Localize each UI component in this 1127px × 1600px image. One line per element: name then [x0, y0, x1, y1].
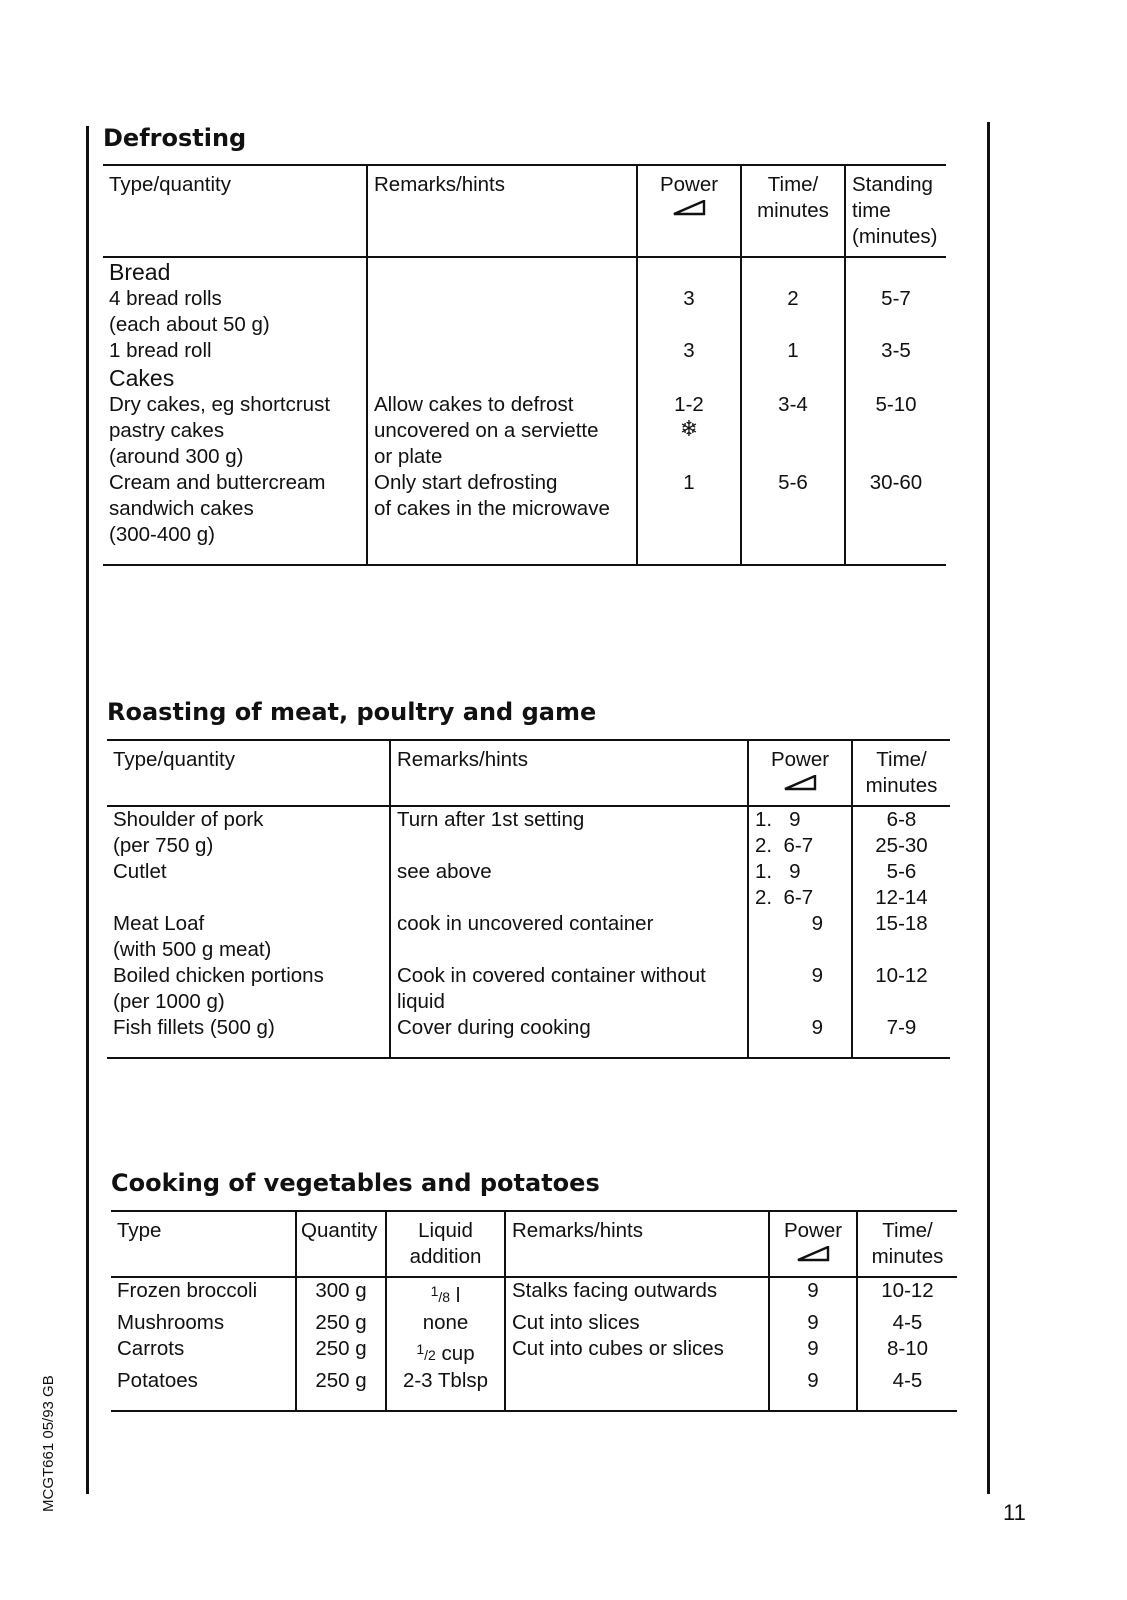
defrosting-title: Defrosting: [103, 124, 247, 152]
defrosting-table: [103, 164, 946, 566]
left-margin-rule: [86, 126, 89, 1494]
group-row-cakes: [103, 364, 946, 392]
cell-type: 4 bread rolls (each about 50 g): [109, 287, 270, 336]
cell-time: 5-6: [741, 470, 845, 565]
cell-remarks: Only start defrosting of cakes in the microwave: [367, 470, 637, 565]
cell-quantity: 300 g: [296, 1277, 386, 1310]
cell-type: Boiled chicken portions (per 1000 g): [113, 964, 324, 1013]
cell-type: Dry cakes, eg shortcrust pastry cakes (around 300 g): [109, 393, 331, 468]
cell-time: 10-12: [857, 1277, 957, 1310]
header-power: Power: [748, 740, 852, 806]
cell-power: 9: [769, 1368, 857, 1411]
header-remarks: Remarks/hints: [505, 1211, 769, 1277]
cell-power: 1. 9 2. 6-7: [748, 806, 852, 859]
document-code: MCGT661 05/93 GB: [40, 1375, 57, 1512]
cell-power: 1-2 ❄: [637, 392, 741, 470]
cell-power: 1. 9 2. 6-7: [748, 859, 852, 911]
cell-type: Frozen broccoli: [117, 1279, 258, 1302]
cell-remarks: Allow cakes to defrost uncovered on a serviette or plate: [367, 392, 637, 470]
vegetables-table: [111, 1210, 957, 1412]
header-type: Type/quantity: [107, 740, 390, 806]
cell-liquid: none: [386, 1310, 505, 1336]
header-time: Time/ minutes: [852, 740, 950, 806]
cell-type: Cream and buttercream sandwich cakes (300-400 g): [103, 470, 367, 565]
group-row-bread: [103, 257, 946, 286]
table-row: [107, 806, 950, 859]
cell-quantity: 250 g: [296, 1368, 386, 1411]
cell-time: 6-8 25-30: [852, 806, 950, 859]
cell-quantity: 250 g: [296, 1310, 386, 1336]
vegetables-title: Cooking of vegetables and potatoes: [111, 1169, 600, 1197]
cell-remarks: Cover during cooking: [390, 1015, 748, 1058]
table-header-row: [107, 740, 950, 806]
table-row: [103, 338, 946, 364]
header-liquid: Liquid addition: [386, 1211, 505, 1277]
cell-remarks: Cut into cubes or slices: [505, 1336, 769, 1368]
cell-time: 4-5: [857, 1310, 957, 1336]
cell-type: Potatoes: [111, 1368, 296, 1411]
cell-power: 3: [637, 338, 741, 364]
cell-time: 10-12: [852, 963, 950, 1015]
group-label: Cakes: [109, 365, 175, 391]
power-wedge-icon: [783, 775, 817, 791]
cell-liquid: $^1$/2 cup: [386, 1336, 505, 1368]
table-row: [107, 859, 950, 911]
cell-type: Cutlet: [113, 860, 167, 883]
cell-type: 1 bread roll: [109, 339, 212, 362]
cell-power: 9: [748, 963, 852, 1015]
roasting-title: Roasting of meat, poultry and game: [107, 698, 597, 726]
cell-time: 5-6 12-14: [852, 859, 950, 911]
table-header-row: [103, 165, 946, 257]
roasting-table: [107, 739, 950, 1059]
cell-power: 9: [769, 1277, 857, 1310]
table-row: [107, 911, 950, 963]
cell-type: Fish fillets (500 g): [107, 1015, 390, 1058]
cell-remarks: Cook in covered container without liquid: [390, 963, 748, 1015]
cell-type: Shoulder of pork (per 750 g): [113, 808, 264, 857]
header-type: Type/quantity: [103, 165, 367, 257]
cell-quantity: 250 g: [296, 1336, 386, 1368]
table-row: [111, 1368, 957, 1411]
table-row: [111, 1310, 957, 1336]
cell-standing: 5-7: [845, 286, 946, 338]
cell-time: 15-18: [852, 911, 950, 963]
cell-power: 1: [637, 470, 741, 565]
cell-time: 8-10: [857, 1336, 957, 1368]
cell-time: 1: [741, 338, 845, 364]
header-standing: Standing time (minutes): [845, 165, 946, 257]
cell-power: 9: [769, 1310, 857, 1336]
header-type: Type: [111, 1211, 296, 1277]
cell-liquid: $^1$/8 l: [386, 1277, 505, 1310]
cell-remarks: cook in uncovered container: [390, 911, 748, 963]
right-margin-rule: [987, 122, 990, 1494]
table-row: [111, 1277, 957, 1310]
cell-power: 9: [769, 1336, 857, 1368]
cell-type: Mushrooms: [117, 1311, 225, 1334]
cell-liquid: 2-3 Tblsp: [386, 1368, 505, 1411]
table-row: [103, 470, 946, 565]
table-row: [103, 286, 946, 338]
cell-remarks: Stalks facing outwards: [505, 1277, 769, 1310]
table-row: [103, 392, 946, 470]
header-quantity: Quantity: [296, 1211, 386, 1277]
table-row: [111, 1336, 957, 1368]
cell-remarks: see above: [390, 859, 748, 911]
cell-remarks: Turn after 1st setting: [390, 806, 748, 859]
snowflake-icon: ❄: [679, 416, 699, 441]
cell-power: 9: [748, 1015, 852, 1058]
table-row: [107, 1015, 950, 1058]
cell-time: 2: [741, 286, 845, 338]
header-power: Power: [637, 165, 741, 257]
cell-type: Carrots: [117, 1337, 185, 1360]
cell-standing: 5-10: [845, 392, 946, 470]
cell-power: 3: [637, 286, 741, 338]
header-power: Power: [769, 1211, 857, 1277]
cell-time: 3-4: [741, 392, 845, 470]
power-wedge-icon: [796, 1246, 830, 1262]
table-row: [107, 963, 950, 1015]
group-label: Bread: [109, 259, 171, 285]
cell-power: 9: [748, 911, 852, 963]
cell-remarks: [505, 1368, 769, 1411]
cell-standing: 30-60: [845, 470, 946, 565]
header-remarks: Remarks/hints: [390, 740, 748, 806]
cell-type: Meat Loaf (with 500 g meat): [113, 912, 272, 961]
header-time: Time/ minutes: [741, 165, 845, 257]
page-number: 11: [1003, 1500, 1026, 1525]
header-remarks: Remarks/hints: [367, 165, 637, 257]
cell-time: 7-9: [852, 1015, 950, 1058]
table-header-row: [111, 1211, 957, 1277]
power-wedge-icon: [672, 200, 706, 216]
cell-standing: 3-5: [845, 338, 946, 364]
cell-time: 4-5: [857, 1368, 957, 1411]
cell-remarks: Cut into slices: [505, 1310, 769, 1336]
header-time: Time/ minutes: [857, 1211, 957, 1277]
